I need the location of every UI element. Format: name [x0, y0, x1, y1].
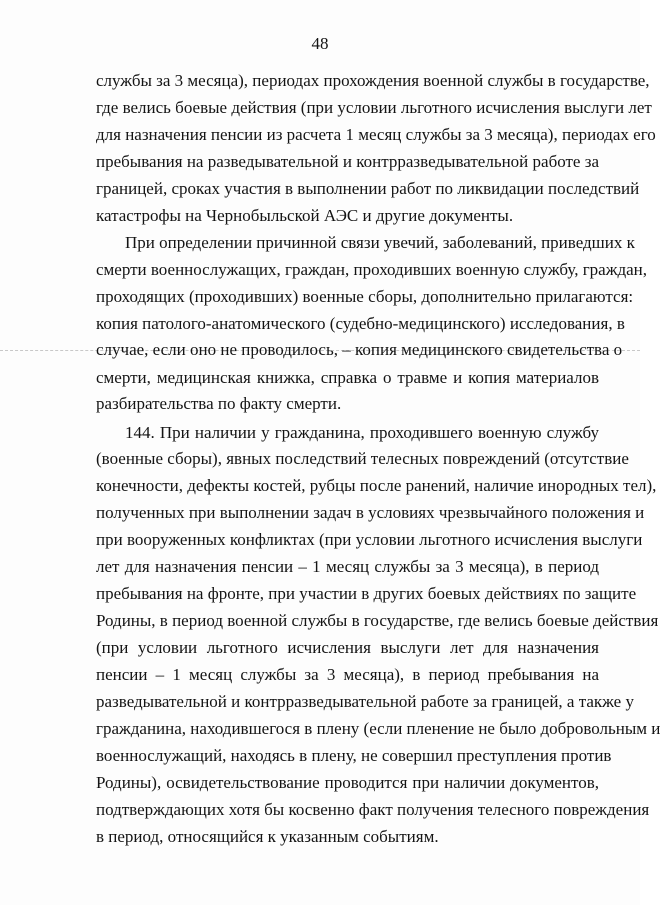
text-line: пребывания на разведывательной и контрразведывательной работе за	[96, 152, 599, 171]
text-line: Родины, в период военной службы в государстве, где велись боевые действия	[96, 611, 659, 630]
text-line: Родины), освидетельствование проводится при наличии документов,	[96, 773, 599, 792]
text-line: случае, если оно не проводилось, – копия медицинского свидетельства о	[96, 340, 623, 359]
text-line: границей, сроках участия в выполнении работ по ликвидации последствий	[96, 179, 640, 198]
text-line: конечности, дефекты костей, рубцы после ранений, наличие инородных тел),	[96, 476, 657, 495]
page-number: 48	[311, 34, 329, 53]
text-line: в период, относящийся к указанным событиям.	[96, 827, 439, 846]
text-line: службы за 3 месяца), периодах прохождения военной службы в государстве,	[96, 71, 650, 90]
text-line: пребывания на фронте, при участии в других боевых действиях по защите	[96, 584, 637, 603]
text-line: смерти, медицинская книжка, справка о травме и копия материалов	[96, 368, 599, 387]
text-line: (военные сборы), явных последствий телесных повреждений (отсутствие	[96, 449, 629, 468]
text-line: копия патолого-анатомического (судебно-медицинского) исследования, в	[96, 314, 625, 333]
text-line: катастрофы на Чернобыльской АЭС и другие документы.	[96, 206, 514, 225]
text-line: где велись боевые действия (при условии льготного исчисления выслуги лет	[96, 98, 652, 117]
text-line: лет для назначения пенсии – 1 месяц службы за 3 месяца), в период	[96, 557, 599, 576]
text-line: проходящих (проходивших) военные сборы, дополнительно прилагаются:	[96, 287, 634, 306]
text-line: 144. При наличии у гражданина, проходившего военную службу	[125, 423, 599, 442]
text-line: гражданина, находившегося в плену (если пленение не было добровольным и	[96, 719, 660, 738]
text-line: При определении причинной связи увечий, заболеваний, приведших к	[125, 233, 635, 252]
text-line: при вооруженных конфликтах (при условии льготного исчисления выслуги	[96, 530, 643, 549]
text-line: разведывательной и контрразведывательной работе за границей, а также у	[96, 692, 634, 711]
text-line: (при условии льготного исчисления выслуги лет для назначения	[96, 638, 599, 657]
text-line: для назначения пенсии из расчета 1 месяц службы за 3 месяца), периодах его	[96, 125, 656, 144]
text-line: смерти военнослужащих, граждан, проходивших военную службу, граждан,	[96, 260, 648, 279]
text-line: разбирательства по факту смерти.	[96, 394, 342, 413]
text-line: пенсии – 1 месяц службы за 3 месяца), в период пребывания на	[96, 665, 599, 684]
text-line: полученных при выполнении задач в условиях чрезвычайного положения и	[96, 503, 645, 522]
text-line: подтверждающих хотя бы косвенно факт получения телесного повреждения	[96, 800, 650, 819]
text-line: военнослужащий, находясь в плену, не совершил преступления против	[96, 746, 612, 765]
